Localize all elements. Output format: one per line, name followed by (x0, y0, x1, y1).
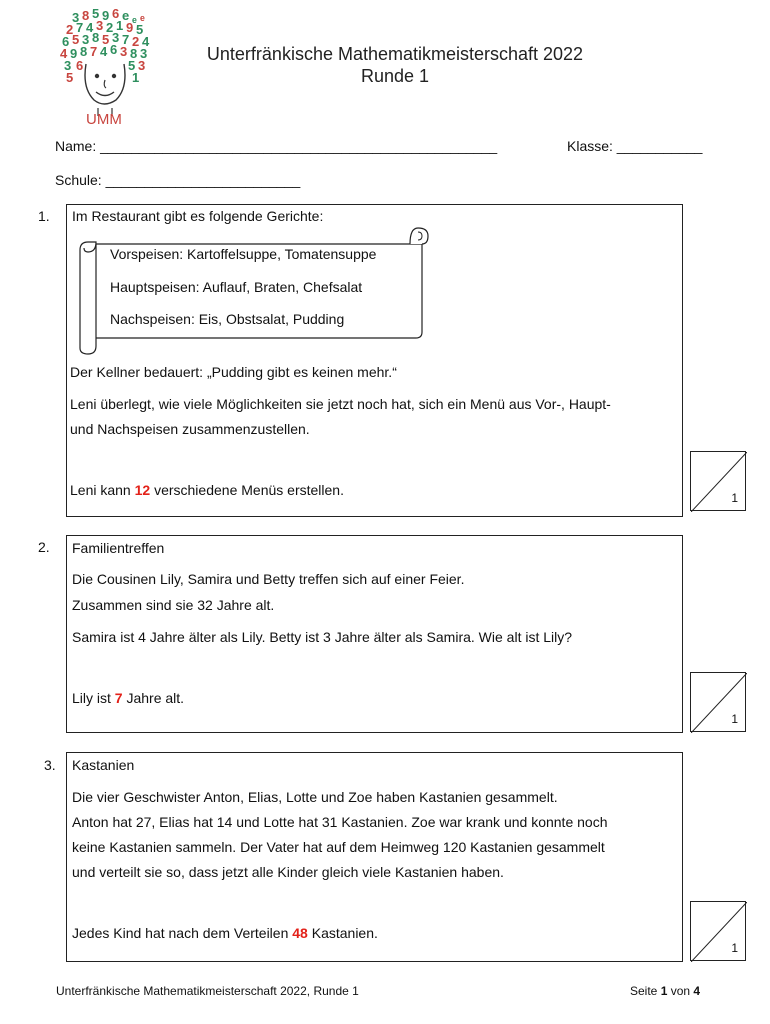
svg-text:2: 2 (106, 20, 114, 35)
svg-text:3: 3 (82, 32, 90, 47)
svg-text:2: 2 (66, 22, 74, 37)
footer-title: Unterfränkische Mathematikmeisterschaft 2022, Runde 1 (56, 984, 359, 998)
svg-text:2: 2 (132, 34, 140, 49)
question-3-text: Anton hat 27, Elias hat 14 und Lotte hat 31 Kastanien. Zoe war krank und konnte noch (72, 814, 608, 830)
svg-text:9: 9 (126, 20, 134, 35)
question-2-heading: Familientreffen (72, 540, 165, 556)
svg-text:3: 3 (72, 10, 80, 25)
score-points: 1 (731, 712, 738, 726)
answer-text: Kastanien. (307, 925, 378, 941)
page-label: Seite (630, 984, 661, 998)
name-field[interactable]: Name: ___________________________________________________ (55, 138, 498, 154)
svg-text:5: 5 (66, 70, 74, 85)
svg-text:7: 7 (122, 32, 130, 47)
class-field[interactable]: Klasse: ___________ (567, 138, 703, 154)
question-3-text: Die vier Geschwister Anton, Elias, Lotte und Zoe haben Kastanien gesammelt. (72, 789, 558, 805)
score-diagonal (691, 452, 747, 512)
round-subtitle: Runde 1 (360, 66, 430, 86)
svg-text:3: 3 (120, 44, 128, 59)
svg-text:ᵉ: ᵉ (140, 12, 145, 27)
page-title: Unterfränkische Mathematikmeisterschaft 2022 (206, 44, 584, 64)
svg-text:e: e (122, 8, 130, 23)
svg-text:5: 5 (92, 8, 100, 21)
score-points: 1 (731, 491, 738, 505)
page-of: von (667, 984, 694, 998)
question-2-text: Samira ist 4 Jahre älter als Lily. Betty ist 3 Jahre älter als Samira. Wie alt ist Lily? (72, 629, 573, 645)
menu-item-starters: Vorspeisen: Kartoffelsuppe, Tomatensuppe (110, 246, 377, 262)
svg-text:4: 4 (86, 20, 94, 35)
page-current: 1 (660, 984, 668, 998)
svg-text:5: 5 (136, 22, 144, 37)
question-1-number: 1. (38, 208, 50, 224)
svg-text:6: 6 (112, 8, 120, 21)
question-2-text: Zusammen sind sie 32 Jahre alt. (72, 597, 275, 613)
svg-text:8: 8 (92, 30, 100, 45)
svg-text:6: 6 (76, 58, 84, 73)
answer-text: Lily ist (72, 690, 115, 706)
question-3-heading: Kastanien (72, 757, 135, 773)
answer-value: 12 (134, 482, 151, 498)
question-1-text: und Nachspeisen zusammenzustellen. (70, 421, 310, 437)
svg-text:ₑ: ₑ (132, 10, 137, 25)
svg-text:7: 7 (90, 44, 98, 59)
question-2-text: Die Cousinen Lily, Samira und Betty treffen sich auf einer Feier. (72, 571, 465, 587)
svg-text:5: 5 (102, 32, 110, 47)
question-2-number: 2. (38, 539, 50, 555)
score-points: 1 (731, 941, 738, 955)
question-1-text: Leni überlegt, wie viele Möglichkeiten sie jetzt noch hat, sich ein Menü aus Vor-, Haupt- (70, 396, 611, 412)
svg-text:5: 5 (72, 32, 80, 47)
score-box (690, 672, 746, 732)
score-box (690, 901, 746, 961)
svg-text:4: 4 (100, 44, 108, 59)
svg-text:6: 6 (110, 42, 118, 57)
svg-text:1: 1 (132, 70, 140, 85)
answer-value: 48 (292, 925, 308, 941)
svg-text:9: 9 (102, 8, 110, 23)
question-3-answer (72, 925, 378, 941)
score-box (690, 451, 746, 511)
answer-value: 7 (114, 690, 123, 706)
svg-text:3: 3 (64, 58, 72, 73)
question-1-text: Der Kellner bedauert: „Pudding gibt es keinen mehr.“ (70, 364, 397, 380)
svg-text:4: 4 (60, 46, 68, 61)
svg-text:6: 6 (62, 34, 70, 49)
menu-item-mains: Hauptspeisen: Auflauf, Braten, Chefsalat (110, 279, 363, 295)
answer-text: Leni kann (70, 482, 135, 498)
score-diagonal (691, 902, 747, 962)
svg-text:3: 3 (140, 46, 148, 61)
answer-text: verschiedene Menüs erstellen. (150, 482, 344, 498)
umm-logo (54, 8, 164, 126)
logo-text: UMM (86, 111, 122, 126)
svg-text:3: 3 (138, 58, 146, 73)
page-indicator (630, 984, 700, 998)
svg-text:8: 8 (82, 8, 90, 23)
school-field[interactable]: Schule: _________________________ (55, 172, 301, 188)
svg-text:4: 4 (142, 34, 150, 49)
question-1-answer (70, 482, 344, 498)
question-2-answer (72, 690, 184, 706)
question-3-text: und verteilt sie so, dass jetzt alle Kinder gleich viele Kastanien haben. (72, 864, 504, 880)
svg-text:5: 5 (128, 58, 136, 73)
answer-text: Jedes Kind hat nach dem Verteilen (72, 925, 293, 941)
svg-text:7: 7 (76, 20, 84, 35)
score-diagonal (691, 673, 747, 733)
svg-text:8: 8 (80, 44, 88, 59)
svg-text:8: 8 (130, 46, 138, 61)
question-1-intro: Im Restaurant gibt es folgende Gerichte: (72, 208, 324, 224)
question-3-text: keine Kastanien sammeln. Der Vater hat auf dem Heimweg 120 Kastanien gesammelt (72, 839, 605, 855)
page-total: 4 (693, 984, 701, 998)
menu-item-desserts: Nachspeisen: Eis, Obstsalat, Pudding (110, 311, 345, 327)
answer-text: Jahre alt. (122, 690, 185, 706)
svg-text:1: 1 (116, 18, 124, 33)
svg-text:3: 3 (96, 18, 104, 33)
logo-graphic (54, 8, 164, 126)
svg-text:9: 9 (70, 46, 78, 61)
question-3-number: 3. (44, 757, 56, 773)
svg-text:3: 3 (112, 30, 120, 45)
